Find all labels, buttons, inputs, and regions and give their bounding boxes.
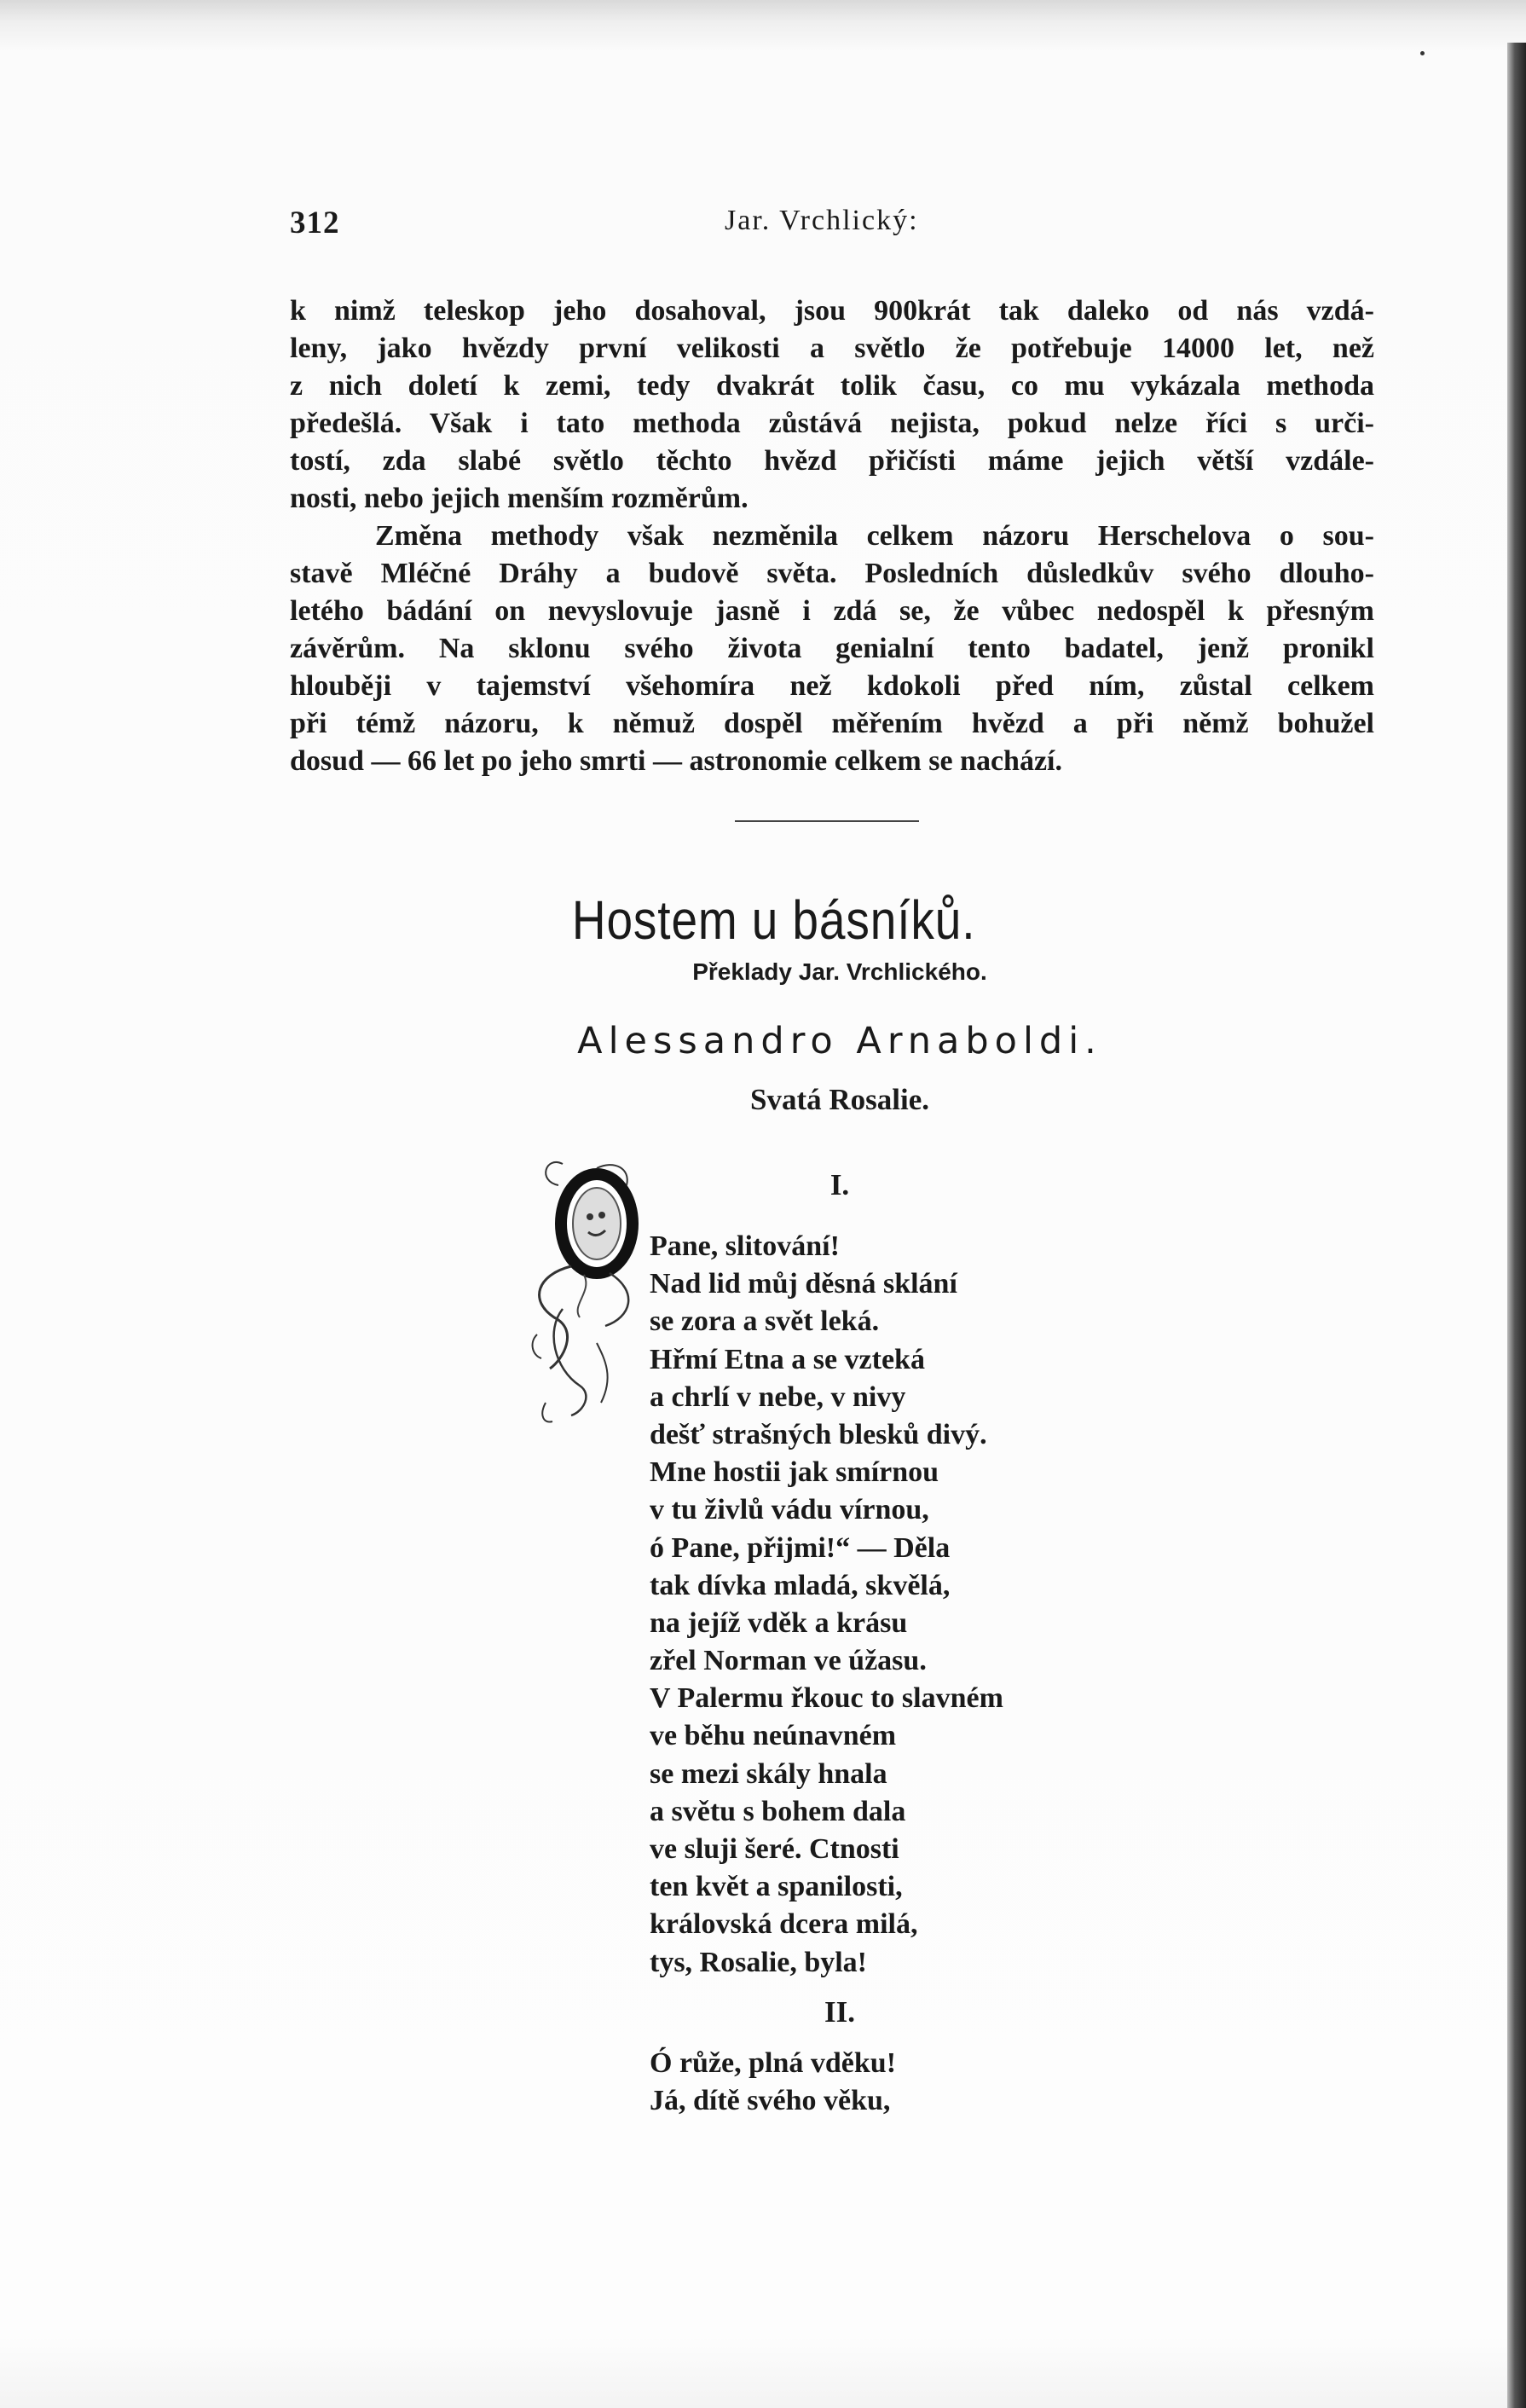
prose-line: závěrům. Na sklonu svého života genialní tento badatel, jenž pronikl	[290, 633, 1374, 664]
section-title: Hostem u básníků.	[571, 889, 976, 951]
prose-line: Změna methody však nezměnila celkem názoru Herschelova o sou-	[375, 520, 1374, 552]
verse-line: V Palermu řkouc to slavném	[650, 1682, 1003, 1715]
verse-line: ten květ a spanilosti,	[650, 1871, 903, 1903]
verse-line: na jejíž vděk a krásu	[650, 1606, 908, 1639]
verse-block	[650, 2045, 896, 2120]
page-number: 312	[290, 205, 340, 240]
verse-line: tys, Rosalie, byla!	[650, 1946, 867, 1978]
canto-numeral: I.	[829, 1168, 850, 1201]
verse-line: dešť strašných blesků divý.	[650, 1418, 987, 1450]
scan-speck	[1420, 51, 1425, 55]
prose-line: hlouběji v tajemství všehomíra než kdokoli před ním, zůstal celkem	[290, 670, 1374, 702]
prose-line: k nimž teleskop jeho dosahoval, jsou 900krát tak daleko od nás vzdá-	[290, 295, 1374, 327]
page-edge-shadow	[1507, 43, 1526, 2408]
decorative-initial-o-icon	[512, 1147, 665, 1437]
section-divider	[735, 820, 919, 822]
verse-line: Pane, slitování!	[650, 1230, 840, 1262]
verse-line: v tu živlů vádu vírnou,	[650, 1494, 929, 1526]
verse-block	[650, 1228, 1003, 1982]
verse-line: zřel Norman ve úžasu.	[650, 1645, 927, 1677]
prose-block	[290, 292, 1374, 780]
verse-line: ve běhu neúnavném	[650, 1720, 897, 1752]
verse-line: Já, dítě svého věku,	[650, 2085, 891, 2117]
verse-line: a světu s bohem dala	[650, 1795, 906, 1827]
section-subtitle: Překlady Jar. Vrchlického.	[692, 958, 987, 985]
running-title: Jar. Vrchlický:	[725, 205, 919, 236]
prose-line: stavě Mléčné Dráhy a budově světa. Posledních důsledkův svého dlouho-	[290, 558, 1374, 589]
prose-line: letého bádání on nevyslovuje jasně i zdá se, že vůbec nedospěl k přesným	[290, 595, 1374, 627]
canto-numeral: II.	[824, 1995, 855, 2029]
prose-line: z nich doletí k zemi, tedy dvakrát tolik času, co mu vykázala methoda	[290, 370, 1374, 402]
poem-title: Svatá Rosalie.	[750, 1083, 929, 1116]
verse-line: královská dcera milá,	[650, 1908, 918, 1941]
poet-name: Alessandro Arnaboldi.	[577, 1020, 1102, 1062]
verse-line: Nad lid můj děsná sklání	[650, 1268, 957, 1300]
verse-line: se mezi skály hnala	[650, 1757, 887, 1790]
verse-line: se zora a svět leká.	[650, 1305, 880, 1338]
prose-line: předešlá. Však i tato methoda zůstává nejista, pokud nelze říci s urči-	[290, 408, 1374, 439]
verse-line: ó Pane, přijmi!“ — Děla	[650, 1531, 951, 1564]
prose-line: při témž názoru, k němuž dospěl měřením hvězd a při němž bohužel	[290, 708, 1374, 739]
verse-line: a chrlí v nebe, v nivy	[650, 1381, 906, 1413]
prose-line: tostí, zda slabé světlo těchto hvězd přičísti máme jejich větší vzdále-	[290, 445, 1374, 477]
running-header	[290, 205, 1373, 247]
prose-line: leny, jako hvězdy první velikosti a světlo že potřebuje 14000 let, než	[290, 333, 1374, 364]
verse-line: ve sluji šeré. Ctnosti	[650, 1833, 899, 1865]
verse-line: Mne hostii jak smírnou	[650, 1456, 939, 1489]
verse-line: tak dívka mladá, skvělá,	[650, 1569, 951, 1601]
prose-line: dosud — 66 let po jeho smrti — astronomie celkem se nachází.	[290, 745, 1062, 777]
prose-line: nosti, nebo jejich menším rozměrům.	[290, 483, 749, 514]
verse-line: Ó růže, plná vděku!	[650, 2047, 897, 2079]
verse-line: Hřmí Etna a se vzteká	[650, 1343, 925, 1375]
